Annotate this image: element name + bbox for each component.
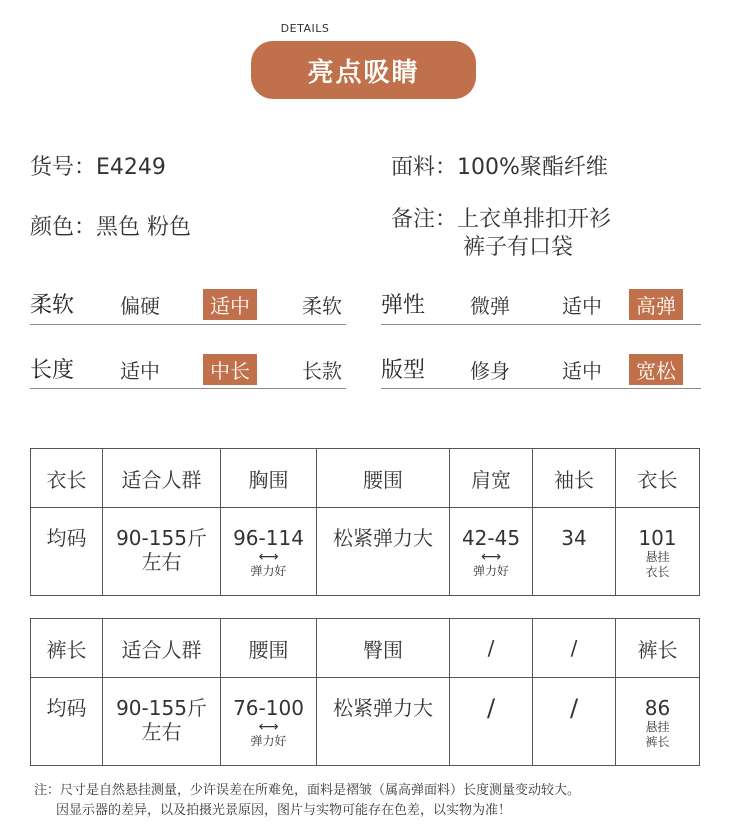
item-number: 货号：E4249 bbox=[30, 155, 166, 180]
length-cell: 101 悬挂 衣长 bbox=[616, 508, 700, 596]
elasticity-option-medium: 适中 bbox=[562, 294, 602, 318]
softness-divider bbox=[30, 324, 346, 325]
chest-cell: 96-114 ⟷ 弹力好 bbox=[221, 508, 317, 596]
elasticity-option-high-selected: 高弹 bbox=[629, 289, 683, 320]
size-cell: 均码 bbox=[31, 678, 103, 766]
length-option-midlong-selected: 中长 bbox=[203, 354, 257, 385]
remark-line2: 裤子有口袋 bbox=[463, 235, 574, 260]
table-header-row bbox=[31, 449, 700, 508]
hip-cell: 松紧弹力大 bbox=[317, 678, 450, 766]
remark-line1: 备注：上衣单排扣开衫 bbox=[391, 207, 612, 232]
double-arrow-icon: ⟷ bbox=[258, 549, 279, 565]
waist-cell: 76-100 ⟷ 弹力好 bbox=[221, 678, 317, 766]
fit-label: 版型 bbox=[381, 358, 426, 383]
crowd-cell: 90-155斤 左右 bbox=[103, 678, 221, 766]
table-header-row bbox=[31, 619, 700, 678]
empty-cell: / bbox=[533, 678, 616, 766]
header-cell: / bbox=[450, 619, 533, 678]
size-cell: 均码 bbox=[31, 508, 103, 596]
length-label: 长度 bbox=[30, 358, 75, 383]
fit-divider bbox=[381, 388, 701, 389]
section-title: 亮点吸睛 bbox=[307, 57, 420, 88]
waist-cell: 松紧弹力大 bbox=[317, 508, 450, 596]
header-cell: 胸围 bbox=[221, 449, 317, 508]
details-kicker: DETAILS bbox=[280, 22, 330, 35]
elasticity-option-slight: 微弹 bbox=[470, 294, 510, 318]
header-cell: 腰围 bbox=[221, 619, 317, 678]
table-row bbox=[31, 678, 700, 766]
color-info: 颜色：黑色 粉色 bbox=[30, 215, 191, 240]
double-arrow-icon: ⟷ bbox=[258, 719, 279, 735]
softness-option-soft: 柔软 bbox=[302, 294, 342, 318]
softness-option-hard: 偏硬 bbox=[120, 294, 160, 318]
header-cell: 衣长 bbox=[31, 449, 103, 508]
footnote-line2: 因显示器的差异，以及拍摄光景原因，图片与实物可能存在色差，以实物为准！ bbox=[56, 803, 512, 818]
remark-info bbox=[391, 206, 611, 262]
empty-cell: / bbox=[450, 678, 533, 766]
section-title-banner bbox=[251, 41, 476, 99]
header-cell: 袖长 bbox=[533, 449, 616, 508]
double-arrow-icon: ⟷ bbox=[480, 549, 502, 565]
length-option-long: 长款 bbox=[302, 359, 342, 383]
softness-label: 柔软 bbox=[30, 293, 75, 318]
length-cell: 86 悬挂 裤长 bbox=[616, 678, 700, 766]
header-cell: / bbox=[533, 619, 616, 678]
header-cell: 适合人群 bbox=[103, 619, 221, 678]
softness-option-medium-selected: 适中 bbox=[203, 289, 257, 320]
length-divider bbox=[30, 388, 346, 389]
elasticity-divider bbox=[381, 324, 701, 325]
header-cell: 衣长 bbox=[616, 449, 700, 508]
header-cell: 肩宽 bbox=[450, 449, 533, 508]
header-cell: 适合人群 bbox=[103, 449, 221, 508]
fit-option-loose-selected: 宽松 bbox=[629, 354, 683, 385]
footnote-line1: 注：尺寸是自然悬挂测量，少许误差在所难免，面料是褶皱（属高弹面料）长度测量变动较大。 bbox=[34, 783, 581, 798]
fit-option-medium: 适中 bbox=[562, 359, 602, 383]
header-cell: 裤长 bbox=[31, 619, 103, 678]
top-size-table bbox=[30, 448, 700, 596]
sleeve-cell: 34 bbox=[533, 508, 616, 596]
length-option-medium: 适中 bbox=[120, 359, 160, 383]
header-cell: 裤长 bbox=[616, 619, 700, 678]
header-cell: 腰围 bbox=[317, 449, 450, 508]
shoulder-cell: 42-45 ⟷ 弹力好 bbox=[450, 508, 533, 596]
elasticity-label: 弹性 bbox=[381, 293, 426, 318]
table-row bbox=[31, 508, 700, 596]
crowd-cell: 90-155斤 左右 bbox=[103, 508, 221, 596]
fit-option-slim: 修身 bbox=[470, 359, 510, 383]
bottom-size-table bbox=[30, 618, 700, 766]
fabric-info: 面料：100%聚酯纤维 bbox=[391, 155, 608, 180]
header-cell: 臀围 bbox=[317, 619, 450, 678]
